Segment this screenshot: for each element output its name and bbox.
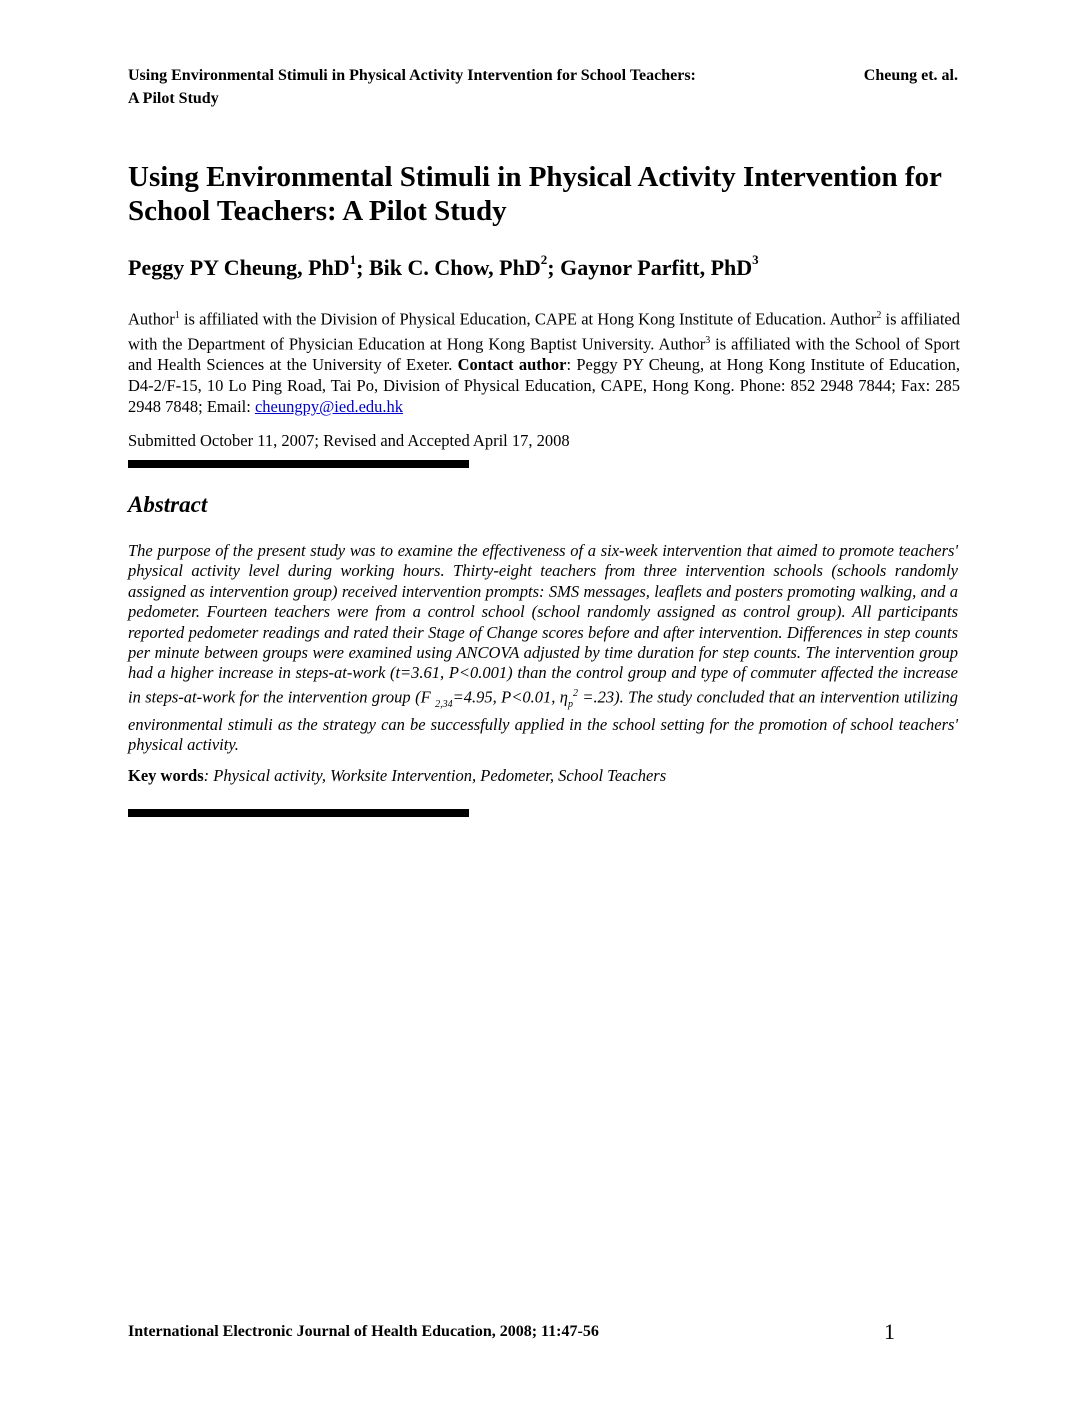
author-sup: 3 [752,252,759,267]
running-head-title [128,64,788,110]
author-name: Bik C. Chow, PhD [368,255,541,280]
submission-dates: Submitted October 11, 2007; Revised and Accepted April 17, 2008 [128,431,570,450]
eta-subscript: p [567,698,573,710]
author-sup: 2 [540,252,548,267]
affil-sup: 3 [705,334,711,346]
abstract-heading: Abstract [128,492,208,517]
author-line [128,252,759,281]
author-word: Author [128,309,175,329]
divider-rule [128,809,469,817]
abstract-text: The purpose of the present study was to examine the effectiveness of a six-week intervention that aimed to promote teachers' physical activity level during working hours. Thirty-eight teachers from three intervention schools (schools randomly assigned as intervention group) received intervention prompts: SMS messages, leaflets and posters promoting walking, and a pedometer. Fourteen teachers were from a control school (school randomly assigned as control group). All participants reported pedometer readings and rated their Stage of Change scores before and after intervention. Differences in step counts per minute between groups were examined using ANCOVA adjusted by time duration for step counts. The intervention group had a higher increase in steps-at-work (t=3.61, P<0.001) than the control group and type of commuter affected the increase in steps-at-work for the intervention group (F [128,541,958,707]
email-link[interactable]: cheungpy@ied.edu.hk [254,397,404,416]
author-name: Peggy PY Cheung, PhD [128,255,350,280]
running-head-authors: Cheung et. al. [863,67,958,84]
running-head [128,64,958,110]
abstract-body [128,541,958,756]
affil-sup: 1 [174,310,180,321]
author-word: Author [829,309,877,329]
paper-title: Using Environmental Stimuli in Physical Activity Intervention for School Teachers: A Pilot Study [128,161,942,227]
author-sup: 1 [349,252,357,267]
author-separator: ; [356,255,369,280]
keywords-list: : Physical activity, Worksite Intervention, Pedometer, School Teachers [203,766,667,785]
f-subscript: 2,34 [435,698,453,710]
footer-journal-citation: International Electronic Journal of Health Education, 2008; 11:47-56 [128,1323,599,1340]
keywords-label: Key words [128,766,204,785]
contact-label: Contact author [457,355,567,374]
running-head-title-line2: A Pilot Study [128,90,219,107]
eta-superscript: 2 [572,687,578,699]
keywords [128,766,666,786]
contact-text: : Peggy PY Cheung, at Hong Kong Institute of Education, D4-2/F-15, 10 Lo Ping Road, Tai Po, Division of Physical Education, CAPE, Hong Kong. Phone: 852 2948 7844; Fax: 285 2948 7848; Email: [128,355,960,416]
author-name: Gaynor Parfitt, PhD [560,255,753,280]
author-word: Author [658,334,706,353]
author-separator: ; [547,255,561,280]
affil-text: is affiliated with the Division of Physical Education, CAPE at Hong Kong Institute of Education. [179,309,830,329]
abstract-text: =4.95, P<0.01, η [452,687,568,707]
affil-text: is affiliated with the Department of Physician Education at Hong Kong Baptist University. [128,309,961,353]
affil-sup: 2 [876,310,882,321]
affil-text: is affiliated with the School of Sport and Health Sciences at the University of Exeter. [128,334,960,374]
page-number: 1 [884,1319,895,1344]
divider-rule [128,460,469,468]
affiliations-paragraph [128,305,960,417]
abstract-text: =.23). The study concluded that an intervention utilizing environmental stimuli as the strategy can be successfully applied in the school setting for the promotion of school teachers' physical activity. [128,687,958,755]
running-head-title-line1: Using Environmental Stimuli in Physical Activity Intervention for School Teachers: [128,67,696,84]
